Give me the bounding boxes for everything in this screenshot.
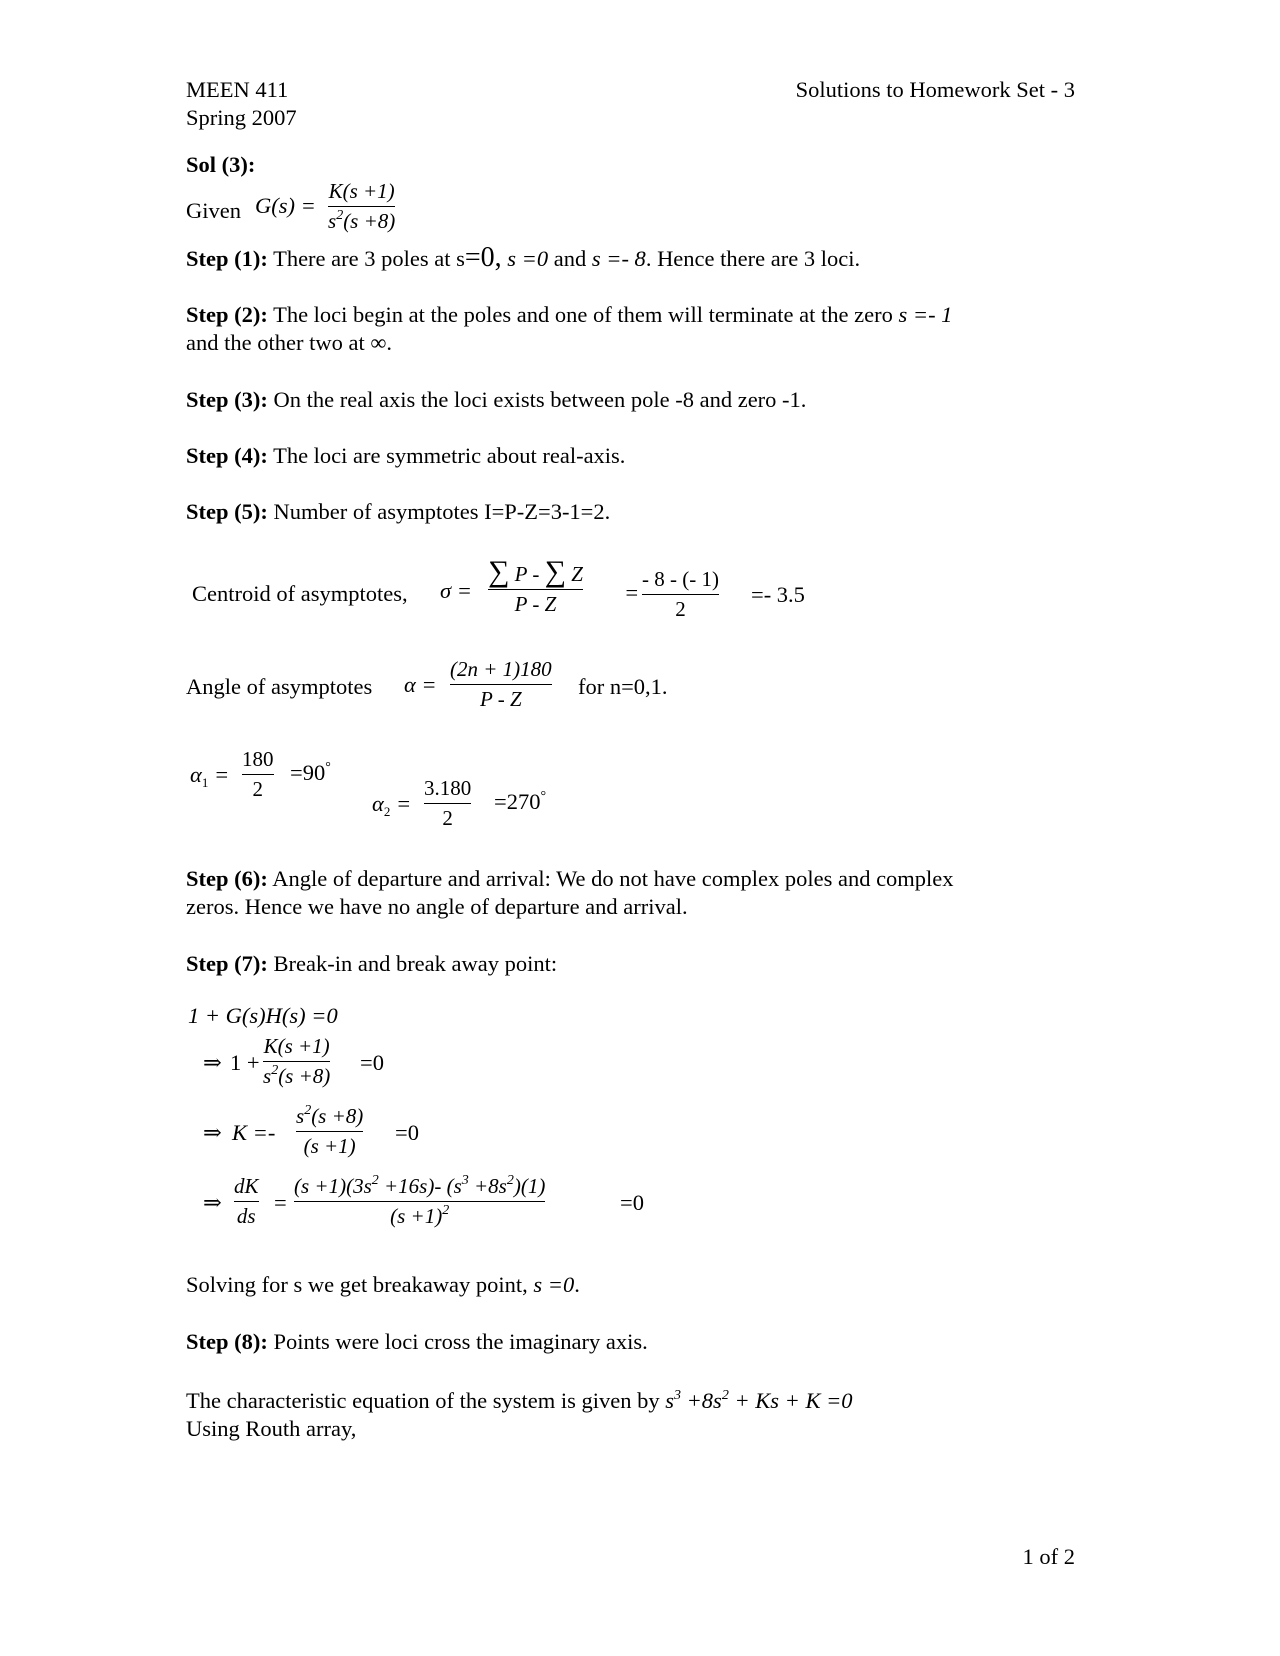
given-fraction: K(s +1) $s^2(s +8)$ <box>328 179 396 234</box>
step-3: Step (3): On the real axis the loci exists between pole -8 and zero -1. <box>186 387 807 412</box>
angle-range: for n=0,1. <box>578 674 668 699</box>
alpha-1-symbol: $\alpha_1$ = <box>190 762 230 790</box>
given-lhs: G(s) = <box>255 193 316 218</box>
semester: Spring 2007 <box>186 105 297 130</box>
step-1: Step (1): There are 3 poles at s=0, s =0 and s =- 8. Hence there are 3 loci. <box>186 242 861 273</box>
page-number: 1 of 2 <box>1022 1544 1075 1569</box>
step-4: Step (4): The loci are symmetric about real-axis. <box>186 443 626 468</box>
eq-line-2-post: =0 <box>360 1050 384 1075</box>
alpha-1-result: =90° <box>290 760 331 785</box>
arrow-3: ⇒ <box>203 1190 222 1215</box>
solution-label: Sol (3): <box>186 152 256 177</box>
centroid-label: Centroid of asymptotes, <box>192 581 408 606</box>
dk-ds-fraction: dK ds <box>234 1174 259 1229</box>
angle-fraction: (2n + 1)180 P - Z <box>450 657 552 712</box>
step-2-line-2: and the other two at ∞. <box>186 330 392 355</box>
angle-label: Angle of asymptotes <box>186 674 373 699</box>
centroid-result: =- 3.5 <box>751 582 805 607</box>
alpha-2-fraction: 3.180 2 <box>424 776 472 831</box>
eq-line-4-post: =0 <box>620 1190 644 1215</box>
centroid-fraction-2: - 8 - (- 1) 2 <box>642 567 719 622</box>
document-title: Solutions to Homework Set - 3 <box>795 77 1075 102</box>
alpha-2-symbol: $\alpha_2$ = <box>372 791 412 819</box>
step-8: Step (8): Points were loci cross the imaginary axis. <box>186 1329 648 1354</box>
eq-line-4-equals: = <box>274 1190 287 1215</box>
alpha-symbol: α = <box>404 672 437 697</box>
step-7: Step (7): Break-in and break away point: <box>186 951 558 976</box>
eq-line-4-fraction: $(s +1)(3s^2 +16s)-$ $(s^3 +8s^2)(1)$ $(s +1)^2$ <box>294 1173 546 1229</box>
sigma-symbol: σ = <box>440 578 472 603</box>
alpha-2-result: =270° <box>494 789 547 814</box>
step-5: Step (5): Number of asymptotes I=P-Z=3-1=2. <box>186 499 611 524</box>
step-6: Step (6): Angle of departure and arrival: We do not have complex poles and complex <box>186 866 954 891</box>
given-label: Given <box>186 198 241 223</box>
step-6-line-2: zeros. Hence we have no angle of departure and arrival. <box>186 894 688 919</box>
infinity-symbol: ∞ <box>370 330 387 355</box>
course-code: MEEN 411 <box>186 77 289 102</box>
centroid-fraction-1: ∑ P - ∑ Z P - Z <box>488 555 583 617</box>
centroid-equals: = <box>624 580 640 605</box>
arrow-2: ⇒ <box>203 1120 222 1145</box>
routh-array-text: Using Routh array, <box>186 1416 357 1441</box>
eq-line-1: 1 + G(s)H(s) =0 <box>188 1003 338 1028</box>
alpha-1-fraction: 180 2 <box>242 747 274 802</box>
eq-line-2-pre: 1 + <box>230 1050 260 1075</box>
step-2: Step (2): The loci begin at the poles and one of them will terminate at the zero s =- 1 <box>186 302 953 327</box>
eq-line-3-fraction: $s^2(s +8)$ (s +1) <box>296 1103 364 1159</box>
breakaway-statement: Solving for s we get breakaway point, s =0. <box>186 1272 580 1297</box>
eq-line-3-post: =0 <box>395 1120 419 1145</box>
eq-line-2-fraction: K(s +1) $s^2(s +8)$ <box>263 1034 331 1089</box>
eq-line-3-pre: K =- <box>232 1120 276 1145</box>
arrow-1: ⇒ <box>203 1050 222 1075</box>
characteristic-equation: The characteristic equation of the system is given by $s^3 +8s^2 + Ks + K =0$ <box>186 1388 853 1413</box>
